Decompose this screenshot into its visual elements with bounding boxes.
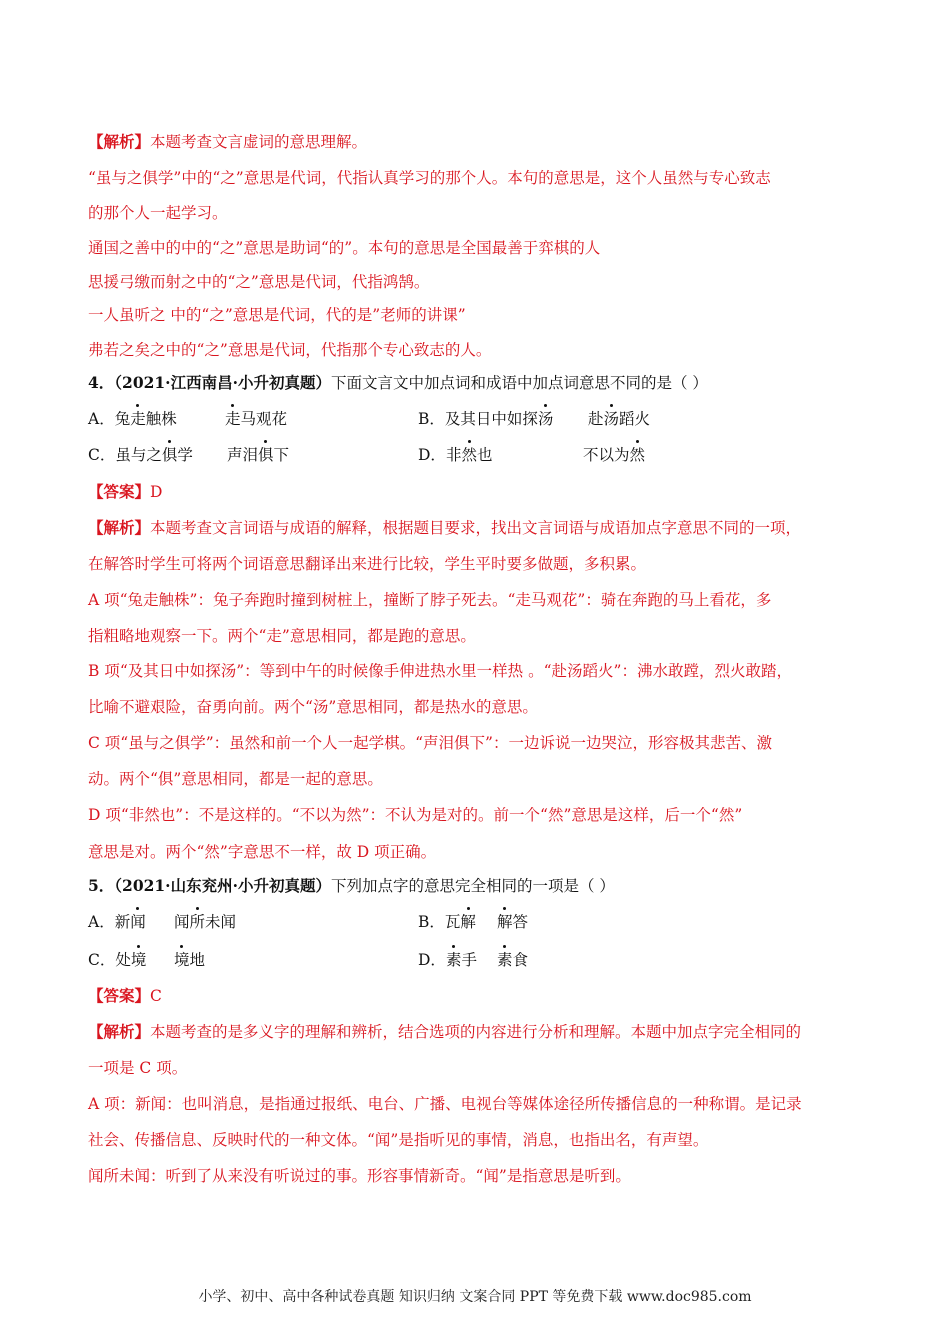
q5-option-c-second — [174, 950, 205, 970]
word-part: 闻 — [174, 913, 190, 931]
dotted-char: 解 — [460, 913, 476, 931]
dotted-char: 走 — [225, 410, 241, 428]
word-part: 新 — [114, 913, 131, 931]
q5-option-d — [418, 950, 477, 970]
word-part: 答 — [512, 913, 529, 931]
q4-analysis-first — [88, 518, 801, 538]
q4-option-d-idiom — [583, 445, 645, 465]
word-part: 下 — [273, 446, 290, 464]
q4-option-a — [88, 409, 177, 429]
word-part: 及其日中如探 — [444, 410, 538, 428]
analysis-1-line: 弗若之矣之中的“之”意思是代词，代指那个专心致志的人。 — [88, 341, 492, 359]
dotted-char: 境 — [174, 951, 190, 969]
q4-analysis-line: 动。两个“俱”意思相同，都是一起的意思。 — [88, 770, 383, 788]
q5-analysis-first — [88, 1022, 801, 1042]
q5-analysis-line: 闻所未闻：听到了从来没有听说过的事。形容事情新奇。“闻”是指意思是听到。 — [88, 1167, 631, 1185]
dotted-char: 闻 — [130, 913, 146, 931]
dotted-char: 俱 — [258, 446, 274, 464]
question-5-stem — [88, 876, 615, 896]
q5-option-b-second — [497, 912, 528, 932]
question-number: 5． — [88, 876, 115, 895]
q4-answer — [88, 482, 162, 502]
q4-option-c-idiom — [227, 445, 289, 465]
q5-option-a-second — [174, 912, 236, 932]
analysis-text: 本题考查文言虚词的意思理解。 — [150, 133, 368, 151]
q5-option-a — [88, 912, 146, 932]
q4-analysis-line: D 项“非然也”：不是这样的。“不以为然”：不认为是对的。前一个“然”意思是这样，后一个“然” — [88, 806, 743, 824]
q5-option-d-second — [497, 950, 528, 970]
word-part: 虽与之 — [115, 446, 162, 464]
question-4-stem — [88, 373, 708, 393]
analysis-1-line: 思援弓缴而射之中的“之”意思是代词，代指鸿鹄。 — [88, 273, 430, 291]
option-letter: C． — [88, 446, 116, 464]
dotted-char: 汤 — [603, 410, 620, 428]
analysis-label: 【解析】 — [88, 1022, 151, 1041]
word-part: 处 — [115, 951, 131, 969]
q4-analysis-line: 意思是对。两个“然”字意思不一样，故 D 项正确。 — [88, 843, 437, 861]
analysis-label: 【解析】 — [88, 518, 151, 537]
question-source: （2021·山东兖州·小升初真题） — [114, 876, 331, 895]
word-part: 食 — [512, 951, 529, 969]
word-part: 未闻 — [205, 913, 237, 931]
q5-option-b — [418, 912, 476, 932]
word-part: 蹈火 — [619, 410, 651, 428]
option-letter: B． — [418, 913, 445, 931]
dotted-char: 境 — [130, 951, 147, 969]
word-part: 也 — [476, 446, 493, 464]
q4-analysis-line: 指粗略地观察一下。两个“走”意思相同，都是跑的意思。 — [88, 627, 476, 645]
option-letter: A． — [88, 913, 115, 931]
dotted-char: 解 — [497, 913, 513, 931]
option-letter: C． — [88, 951, 116, 969]
q5-analysis-line: A 项：新闻：也叫消息，是指通过报纸、电台、广播、电视台等媒体途径所传播信息的一种称谓。是记录 — [88, 1095, 802, 1113]
q4-analysis-line: A 项“兔走触株”：兔子奔跑时撞到树桩上，撞断了脖子死去。“走马观花”：骑在奔跑的马上看花，多 — [88, 591, 772, 609]
analysis-1-line: 一人虽听之 中的“之”意思是代词，代的是”老师的讲课” — [88, 306, 466, 324]
word-part: 马观花 — [240, 410, 288, 428]
analysis-1-line: 通国之善中的中的“之”意思是助词“的”。本句的意思是全国最善于弈棋的人 — [88, 239, 601, 257]
q5-analysis-line: 一项是 C 项。 — [88, 1059, 188, 1077]
q4-analysis-line: B 项“及其日中如探汤”：等到中午的时候像手伸进热水里一样热 。“赴汤蹈火”：沸水敢蹚，烈火敢踏， — [88, 662, 792, 680]
analysis-label: 【解析】 — [88, 132, 151, 151]
analysis-1-intro-line — [88, 132, 367, 152]
answer-label: 【答案】 — [88, 986, 151, 1005]
analysis-1-line: 的那个人一起学习。 — [88, 204, 228, 222]
word-part: 兔 — [114, 410, 131, 428]
dotted-char: 所 — [189, 913, 206, 931]
q4-analysis-line: 比喻不避艰险，奋勇向前。两个“汤”意思相同，都是热水的意思。 — [88, 698, 538, 716]
q4-option-b-idiom — [588, 409, 650, 429]
q5-analysis-line: 社会、传播信息、反映时代的一种文体。“闻”是指听见的事情，消息，也指出名，有声望。 — [88, 1131, 709, 1149]
q5-option-c — [88, 950, 146, 970]
q4-analysis-line: C 项“虽与之俱学”：虽然和前一个人一起学棋。“声泪俱下”：一边诉说一边哭泣，形容极其悲苦、激 — [88, 734, 772, 752]
q4-analysis-line: 在解答时学生可将两个词语意思翻译出来进行比较，学生平时要多做题，多积累。 — [88, 555, 647, 573]
question-text: 下面文言文中加点词和成语中加点词意思不同的是（ ） — [330, 374, 708, 392]
option-letter: D． — [418, 951, 446, 969]
word-part: 非 — [445, 446, 462, 464]
dotted-char: 俱 — [161, 446, 178, 464]
option-letter: A． — [88, 410, 115, 428]
question-text: 下列加点字的意思完全相同的一项是（ ） — [330, 877, 615, 895]
answer-value: D — [150, 483, 163, 501]
question-number: 4． — [88, 373, 115, 392]
q4-option-d — [418, 445, 492, 465]
page-footer: 小学、初中、高中各种试卷真题 知识归纳 文案合同 PPT 等免费下载 www.doc985.com — [198, 1289, 752, 1305]
dotted-char: 素 — [497, 951, 513, 969]
word-part: 学 — [177, 446, 193, 464]
dotted-char: 走 — [130, 410, 146, 428]
analysis-text: 本题考查的是多义字的理解和辨析，结合选项的内容进行分析和理解。本题中加点字完全相同的 — [150, 1023, 802, 1041]
word-part: 赴 — [588, 410, 604, 428]
answer-label: 【答案】 — [88, 482, 151, 501]
analysis-text: 本题考查文言词语与成语的解释，根据题目要求，找出文言词语与成语加点字意思不同的一项， — [150, 519, 802, 537]
dotted-char: 然 — [629, 446, 646, 464]
word-part: 触株 — [145, 410, 177, 428]
word-part: 瓦 — [444, 913, 461, 931]
word-part: 手 — [461, 951, 477, 969]
q4-option-c — [88, 445, 193, 465]
q4-option-b — [418, 409, 553, 429]
q5-answer — [88, 986, 162, 1006]
word-part: 声泪 — [227, 446, 259, 464]
question-source: （2021·江西南昌·小升初真题） — [114, 373, 331, 392]
answer-value: C — [150, 987, 162, 1005]
option-letter: B． — [418, 410, 445, 428]
option-letter: D． — [418, 446, 446, 464]
word-part: 不以为 — [583, 446, 630, 464]
word-part: 地 — [189, 951, 206, 969]
analysis-1-line: “虽与之俱学”中的“之”意思是代词，代指认真学习的那个人。本句的意思是，这个人虽然与专心致志 — [88, 169, 771, 187]
dotted-char: 素 — [445, 951, 462, 969]
q4-option-a-idiom — [225, 409, 287, 429]
dotted-char: 然 — [461, 446, 477, 464]
dotted-char: 汤 — [537, 410, 554, 428]
